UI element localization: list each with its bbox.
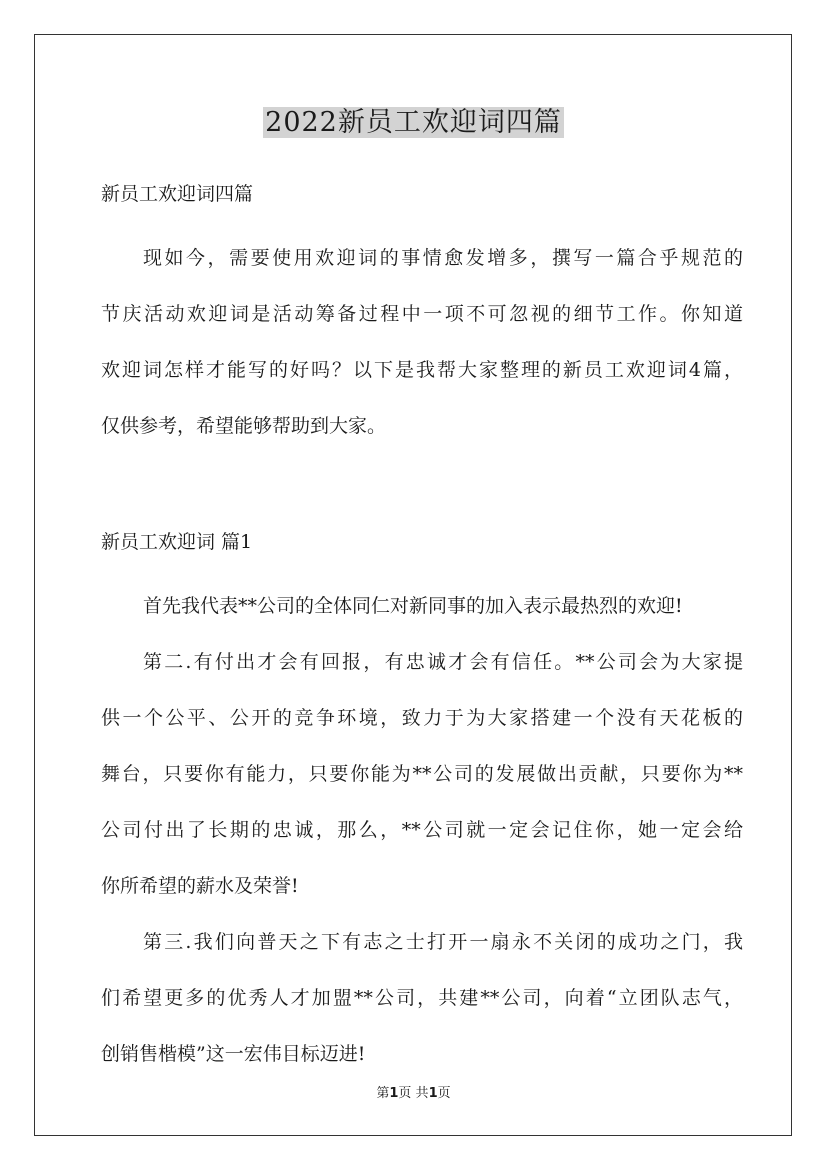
paragraph-line: 创销售楷模”这一宏伟目标迈进! [101,1043,366,1065]
paragraph-line: 供一个公平、公开的竞争环境，致力于为大家搭建一个没有天花板的 [101,707,743,729]
paragraph-2 [101,634,743,914]
footer-page-total: 1 [428,1086,438,1101]
paragraph-line: 首先我代表**公司的全体同仁对新同事的加入表示最热烈的欢迎! [143,595,683,617]
page-footer [0,1082,827,1101]
footer-page-current: 1 [389,1086,399,1101]
paragraph-line: 第三.我们向普天之下有志之士打开一扇永不关闭的成功之门，我 [143,931,743,953]
title-text: 2022新员工欢迎词四篇 [265,107,562,138]
section-heading: 新员工欢迎词 篇1 [101,531,253,553]
paragraph-line: 第二.有付出才会有回报，有忠诚才会有信任。**公司会为大家提 [143,651,743,673]
paragraph-line: 公司付出了长期的忠诚，那么，**公司就一定会记住你，她一定会给 [101,819,743,841]
paragraph-line: 仅供参考，希望能够帮助到大家。 [101,415,387,437]
paragraph-3 [101,914,743,1082]
paragraph-line: 欢迎词怎样才能写的好吗？以下是我帮大家整理的新员工欢迎词4篇， [101,359,743,381]
footer-suffix: 页 [437,1086,451,1101]
footer-mid: 页 共 [398,1086,429,1101]
paragraph-line: 节庆活动欢迎词是活动筹备过程中一项不可忽视的细节工作。你知道 [101,303,743,325]
intro-heading: 新员工欢迎词四篇 [101,183,254,205]
paragraph-line: 现如今，需要使用欢迎词的事情愈发增多，撰写一篇合乎规范的 [143,247,743,269]
paragraph-line: 舞台，只要你有能力，只要你能为**公司的发展做出贡献，只要你为** [101,763,743,785]
paragraph-line: 们希望更多的优秀人才加盟**公司，共建**公司，向着“立团队志气， [101,987,743,1009]
document-title [0,104,827,142]
document-body [101,176,743,1082]
intro-paragraph [101,230,743,454]
paragraph-line: 你所希望的薪水及荣誉! [101,875,299,897]
footer-prefix: 第 [376,1086,390,1101]
